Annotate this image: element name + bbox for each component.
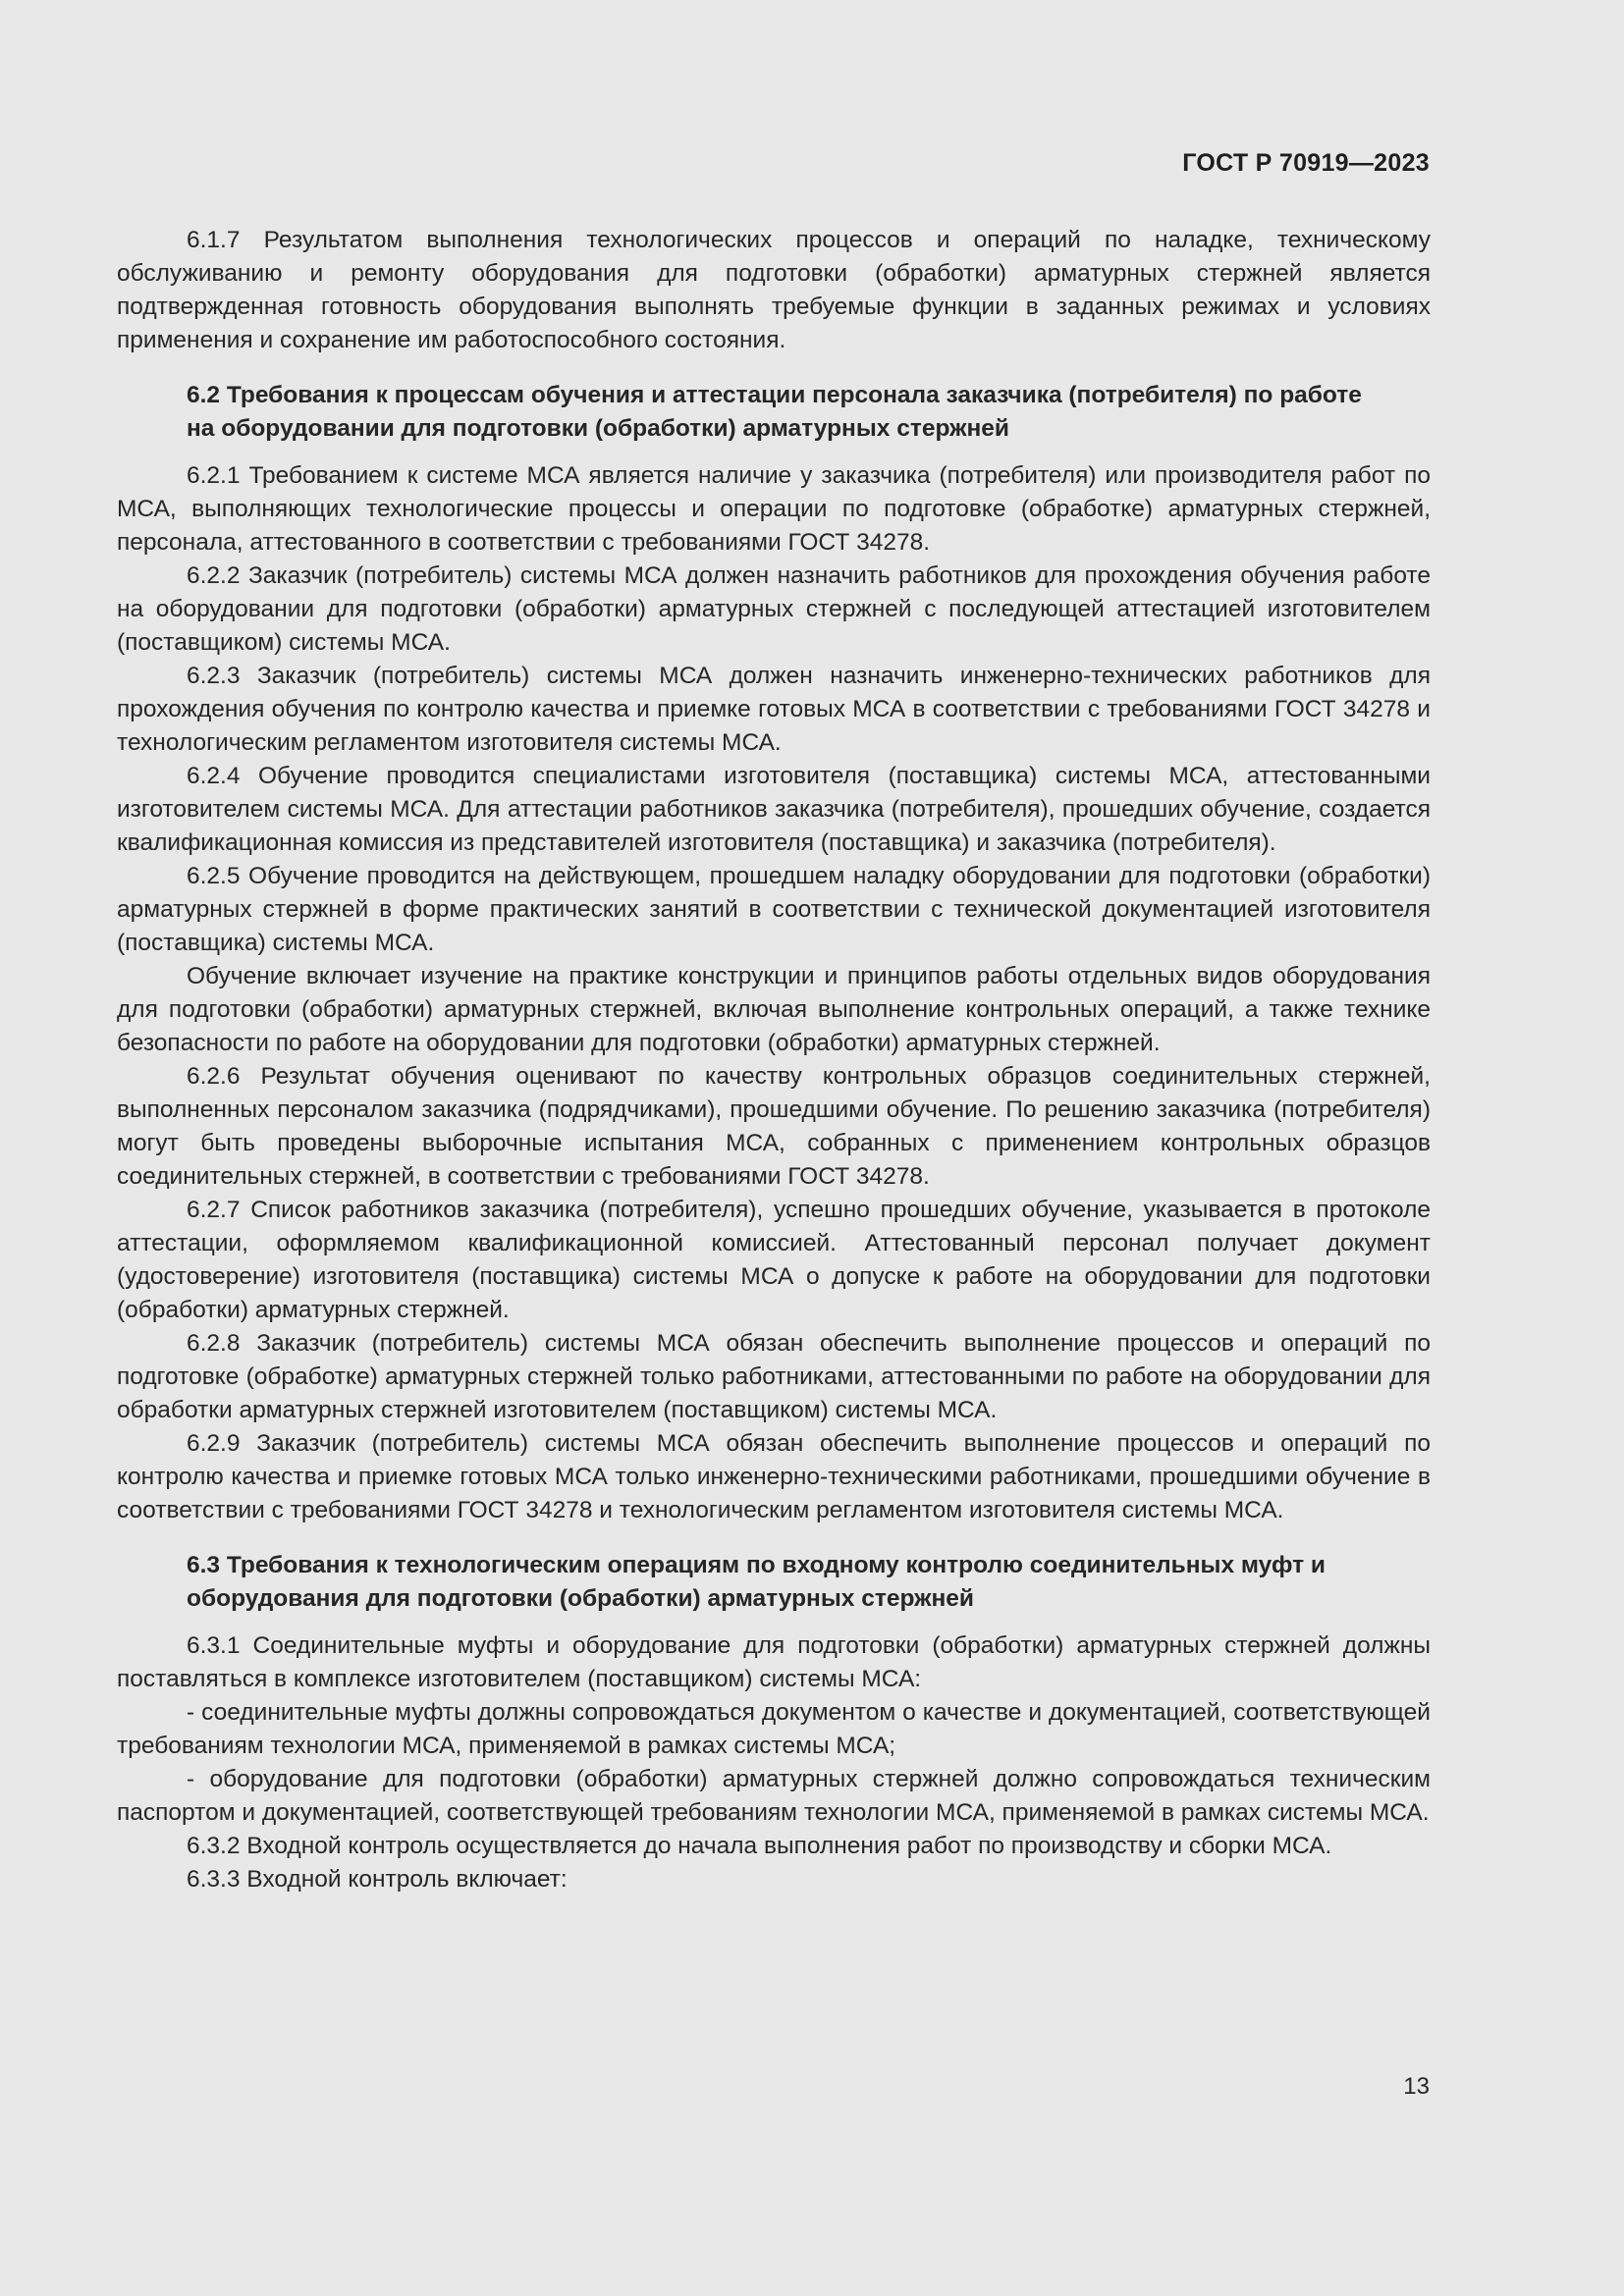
paragraph-6-2-7: 6.2.7 Список работников заказчика (потребителя), успешно прошедших обучение, указывается в протоколе аттестации, оформляемом квалификационной комиссией. Аттестованный персонал получает документ (удостоверение) изготовителя (поставщика) системы МСА о допуске к работе на оборудовании для подготовки (обработки) арматурных стержней. — [117, 1197, 1431, 1323]
paragraph-6-1-7: 6.1.7 Результатом выполнения технологических процессов и операций по наладке, техническому обслуживанию и ремонту оборудования для подготовки (обработки) арматурных стержней является подтвержденная готовность оборудования выполнять требуемые функции в заданных режимах и условиях применения и сохранение им работоспособного состояния. — [117, 227, 1431, 353]
paragraph-6-2-5-continued: Обучение включает изучение на практике конструкции и принципов работы отдельных видов оборудования для подготовки (обработки) арматурных стержней, включая выполнение контрольных операций, а также технике безопасности по работе на оборудовании для подготовки (обработки) арматурных стержней. — [117, 963, 1431, 1056]
list-item-couplings: - соединительные муфты должны сопровождаться документом о качестве и документацией, соответствующей требованиям технологии МСА, применяемой в рамках системы МСА; — [117, 1699, 1431, 1759]
paragraph-6-2-4: 6.2.4 Обучение проводится специалистами изготовителя (поставщика) системы МСА, аттестованными изготовителем системы МСА. Для аттестации работников заказчика (потребителя), прошедших обучение, создается квалификационная комиссия из представителей изготовителя (поставщика) и заказчика (потребителя). — [117, 763, 1431, 856]
page-number: 13 — [1403, 2073, 1430, 2100]
section-heading-6-3: 6.3 Требования к технологическим операциям по входному контролю соединительных муфт и оборудования для подготовки (обработки) арматурных стержней — [187, 1552, 1326, 1612]
document-body — [117, 224, 1431, 1896]
paragraph-6-2-3: 6.2.3 Заказчик (потребитель) системы МСА должен назначить инженерно-технических работников для прохождения обучения по контролю качества и приемке готовых МСА в соответствии с требованиями ГОСТ 34278 и технологическим регламентом изготовителя системы МСА. — [117, 663, 1431, 756]
paragraph-6-3-2: 6.3.2 Входной контроль осуществляется до начала выполнения работ по производству и сборки МСА. — [187, 1833, 1332, 1859]
paragraph-6-2-8: 6.2.8 Заказчик (потребитель) системы МСА обязан обеспечить выполнение процессов и операций по подготовке (обработке) арматурных стержней только работниками, аттестованными по работе на оборудовании для обработки арматурных стержней изготовителем (поставщиком) системы МСА. — [117, 1330, 1431, 1423]
list-item-equipment: - оборудование для подготовки (обработки) арматурных стержней должно сопровождаться техническим паспортом и документацией, соответствующей требованиям технологии МСА, применяемой в рамках системы МСА. — [117, 1766, 1431, 1826]
paragraph-6-2-6: 6.2.6 Результат обучения оценивают по качеству контрольных образцов соединительных стержней, выполненных персоналом заказчика (подрядчиками), прошедшими обучение. По решению заказчика (потребителя) могут быть проведены выборочные испытания МСА, собранных с применением контрольных образцов соединительных стержней, в соответствии с требованиями ГОСТ 34278. — [117, 1063, 1431, 1190]
paragraph-6-2-2: 6.2.2 Заказчик (потребитель) системы МСА должен назначить работников для прохождения обучения работе на оборудовании для подготовки (обработки) арматурных стержней с последующей аттестацией изготовителем (поставщиком) системы МСА. — [117, 562, 1431, 656]
paragraph-6-2-5: 6.2.5 Обучение проводится на действующем, прошедшем наладку оборудовании для подготовки (обработки) арматурных стержней в форме практических занятий в соответствии с технической документацией изготовителя (поставщика) системы МСА. — [117, 863, 1431, 956]
paragraph-6-2-9: 6.2.9 Заказчик (потребитель) системы МСА обязан обеспечить выполнение процессов и операций по контролю качества и приемке готовых МСА только инженерно-техническими работниками, прошедшими обучение в соответствии с требованиями ГОСТ 34278 и технологическим регламентом изготовителя системы МСА. — [117, 1430, 1431, 1523]
paragraph-6-3-1: 6.3.1 Соединительные муфты и оборудование для подготовки (обработки) арматурных стержней должны поставляться в комплексе изготовителем (поставщиком) системы МСА: — [117, 1632, 1431, 1692]
section-heading-6-2: 6.2 Требования к процессам обучения и аттестации персонала заказчика (потребителя) по работе на оборудовании для подготовки (обработки) арматурных стержней — [187, 382, 1362, 442]
document-header-id: ГОСТ Р 70919—2023 — [1182, 149, 1430, 177]
paragraph-6-3-3: 6.3.3 Входной контроль включает: — [187, 1866, 568, 1893]
paragraph-6-2-1: 6.2.1 Требованием к системе МСА является наличие у заказчика (потребителя) или производителя работ по МСА, выполняющих технологические процессы и операции по подготовке (обработке) арматурных стержней, персонала, аттестованного в соответствии с требованиями ГОСТ 34278. — [117, 462, 1431, 556]
